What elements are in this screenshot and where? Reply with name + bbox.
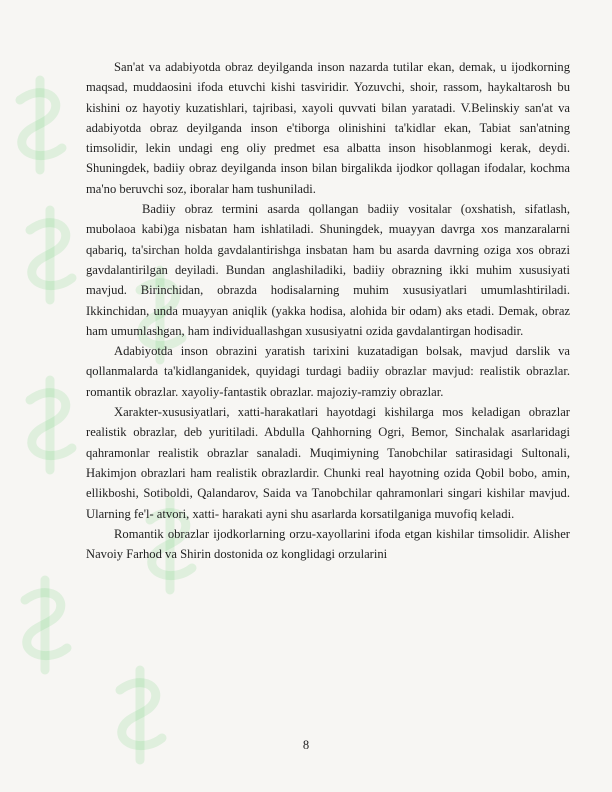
paragraph: San'at va adabiyotda obraz deyilganda inson nazarda tutilar ekan, demak, u ijodkorning maqsad, muddaosini ifoda etuvchi kishi tasviridir. Yozuvchi, shoir, rassom, haykaltarosh bu kishini oz hayotiy kuzatishlari, tajribasi, xayoli quvvati bilan yaratadi. V.Belinskiy san'at va adabiyotda obraz deyilganda inson e'tiborga olinishini ta'kidlar ekan, Tabiat san'atning timsolidir, lekin undagi eng oliy predmet esa albatta inson hisoblanmogi kerak, deydi. Shuningdek, badiiy obraz deyilganda inson bilan birgalikda ijodkor qollagan ifodalar, kochma ma'no beruvchi soz, iboralar ham tushuniladi. (86, 60, 570, 196)
body-text (86, 57, 570, 564)
dollar-watermark-icon (25, 580, 67, 670)
dollar-watermark-icon (20, 80, 62, 170)
paragraph: Xarakter-xususiyatlari, xatti-harakatlari hayotdagi kishilarga mos keladigan obrazlar realistik obrazlar, deb yuritiladi. Abdulla Qahhorning Ogri, Bemor, Sinchalak asarlaridagi qahramonlar realistik obrazlar sanaladi. Muqimiyning Tanobchilar satirasidagi Sultonali, Hakimjon obrazlari ham realistik obrazlardir. Chunki real hayotning ozida Qobil bobo, amin, ellikboshi, Sotiboldi, Qalandarov, Saida va Tanobchilar qahramonlari singari kishilar mavjud. Ularning fe'l- atvori, xatti- harakati ayni shu asarlarda korsatilganiga muvofiq keladi. (86, 405, 570, 521)
page-number: 8 (302, 738, 310, 752)
paragraph: Romantik obrazlar ijodkorlarning orzu-xayollarini ifoda etgan kishilar timsolidir. Alisher Navoiy Farhod va Shirin dostonida oz konglidagi orzularini (86, 526, 570, 562)
paragraph: Badiiy obraz termini asarda qollangan badiiy vositalar (oxshatish, sifatlash, mubolaoa kabi)ga nisbatan ham ishlatiladi. Shuningdek, muayyan davrga xos manzaralarni qabariq, ta'sirchan holda gavdalantirishga insbatan ham bu asarda davrning oziga xos obrazi gavdalantirilgan deyiladi. Bundan anglashiladiki, badiiy obrazning ikki muhim xususiyati mavjud. Birinchidan, obrazda hodisalarning muhim xususiyatlari umumlashtiriladi. Ikkinchidan, unda muayyan aniqlik (yakka hodisa, alohida bir odam) aks etadi. Demak, obraz ham umumlashgan, ham individuallashgan xususiyatni ozida gavdalantirgan hodisadir. (86, 202, 570, 338)
dollar-watermark-icon (30, 210, 72, 300)
dollar-watermark-icon (30, 380, 72, 470)
paragraph: Adabiyotda inson obrazini yaratish tarixini kuzatadigan bolsak, mavjud darslik va qollanmalarda ta'kidlanganidek, quyidagi turdagi badiiy obrazlar mavjud: realistik obrazlar. romantik obrazlar. xayoliy-fantastik obrazlar. majoziy-ramziy obrazlar. (86, 344, 570, 399)
